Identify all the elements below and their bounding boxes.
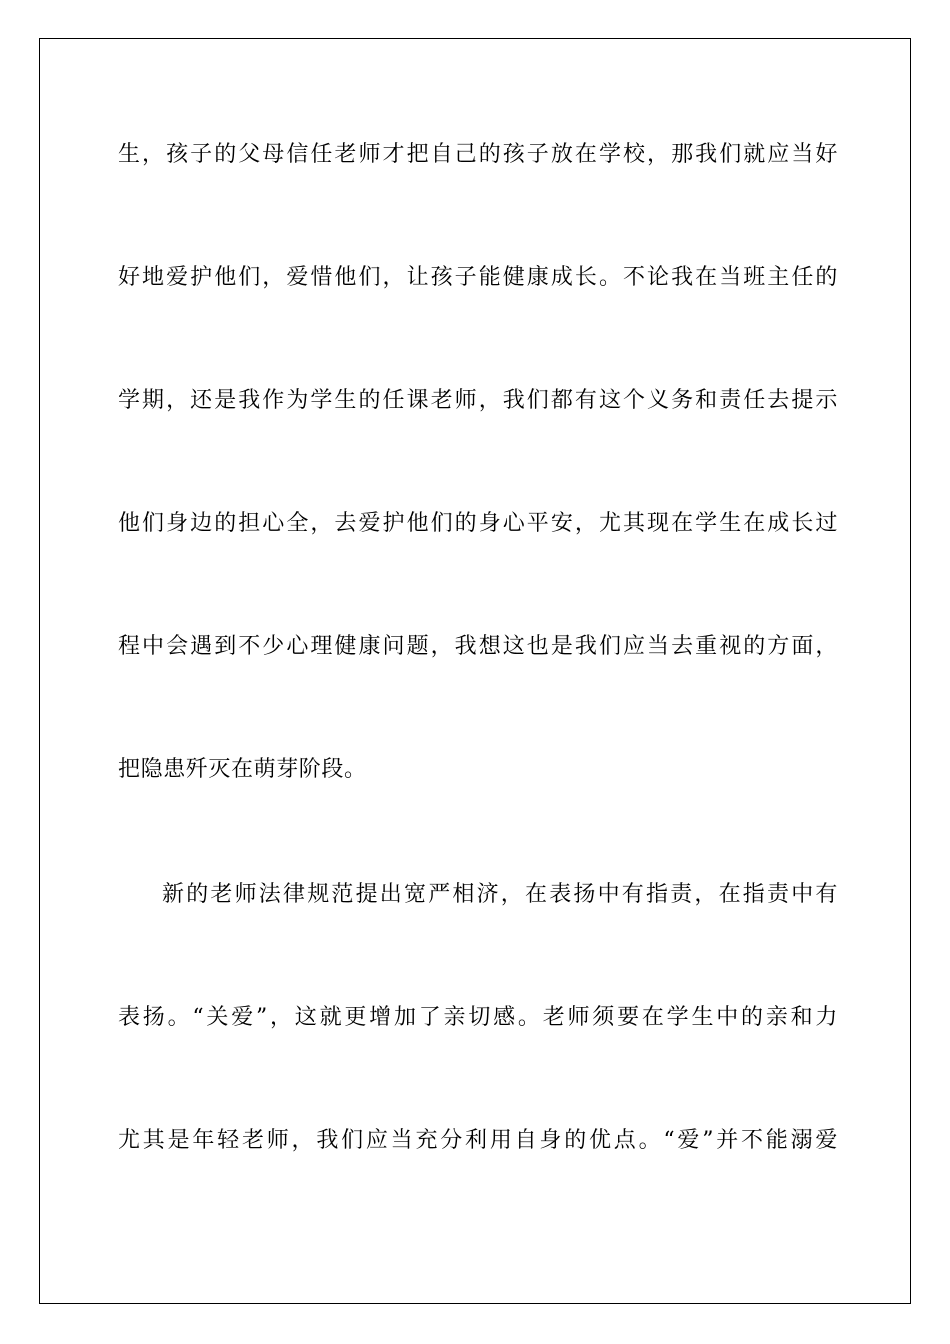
text-line-4: 他们身边的担心全，去爱护他们的身心平安，尤其现在学生在成长过 [118,511,838,536]
text-line-8: 表扬。“关爱”，这就更增加了亲切感。老师须要在学生中的亲和力 [118,1005,838,1030]
text-line-5: 程中会遇到不少心理健康问题，我想这也是我们应当去重视的方面， [118,634,838,659]
text-line-9: 尤其是年轻老师，我们应当充分利用自身的优点。“爱”并不能溺爱 [118,1128,838,1153]
page-border [39,38,911,1304]
text-line-2: 好地爱护他们，爱惜他们，让孩子能健康成长。不论我在当班主任的 [118,265,838,290]
text-line-1: 生，孩子的父母信任老师才把自己的孩子放在学校，那我们就应当好 [118,142,838,167]
text-line-3: 学期，还是我作为学生的任课老师，我们都有这个义务和责任去提示 [118,388,838,413]
text-line-6: 把隐患歼灭在萌芽阶段。 [118,757,367,782]
text-line-7: 新的老师法律规范提出宽严相济，在表扬中有指责，在指责中有 [162,882,838,907]
